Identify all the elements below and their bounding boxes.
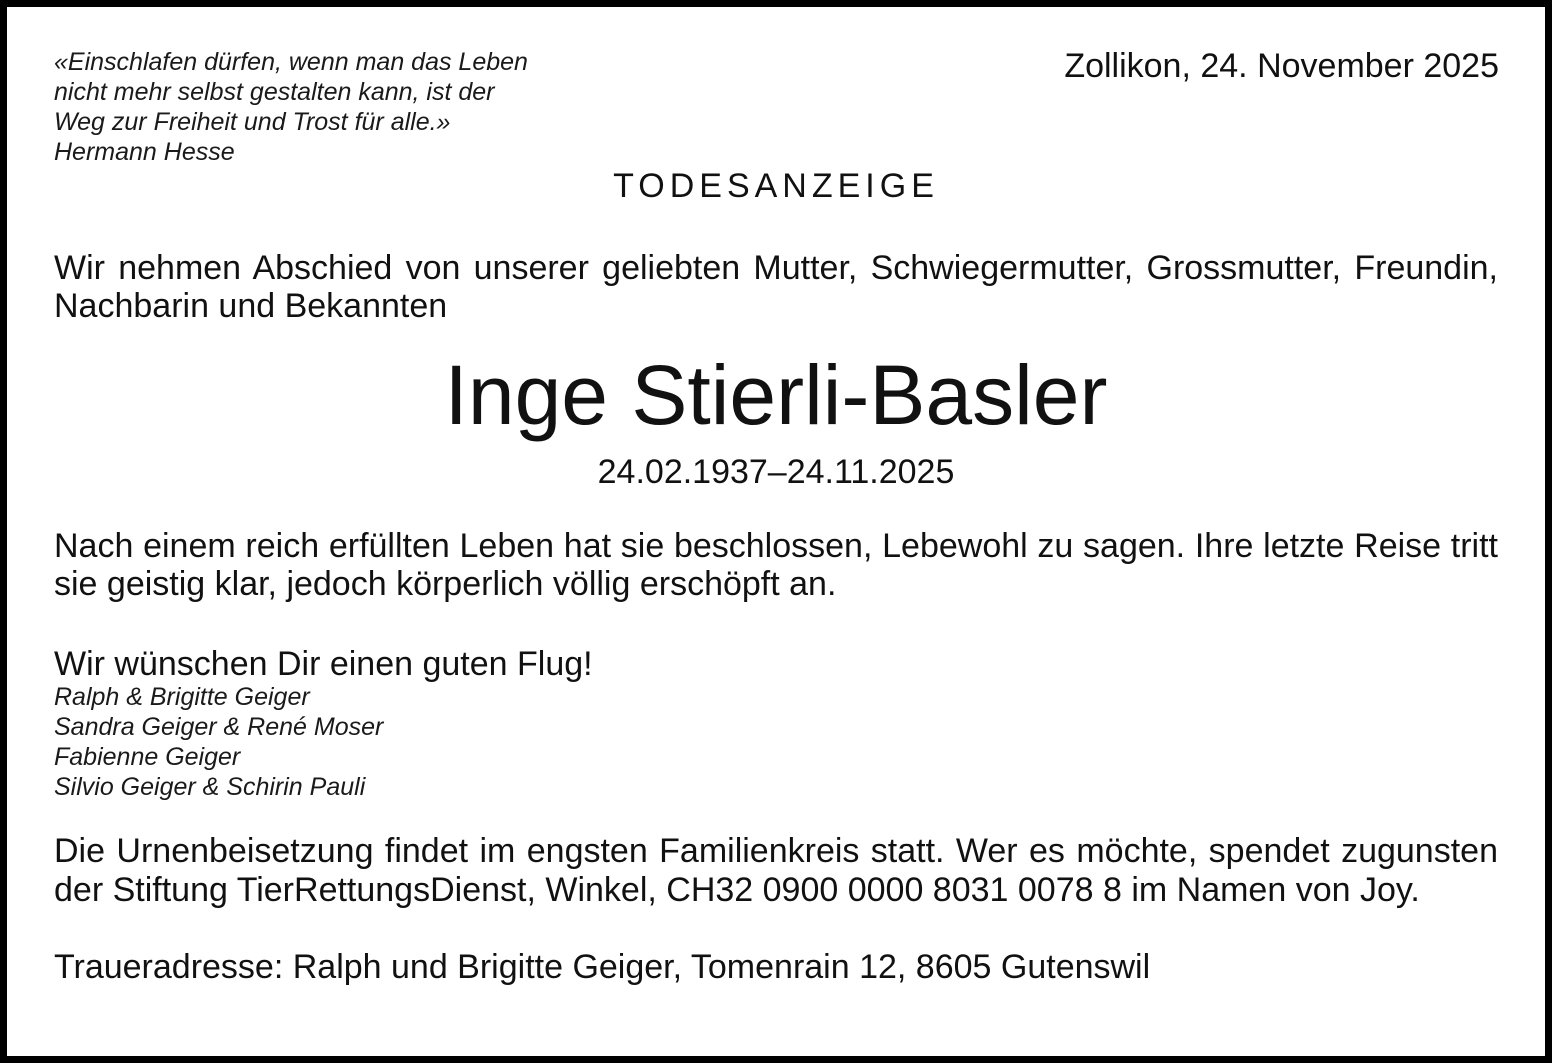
quote-line: Weg zur Freiheit und Trost für alle.» [54,108,451,136]
quote-author: Hermann Hesse [54,138,235,166]
signer-name: Ralph & Brigitte Geiger [54,683,310,711]
signer-name: Fabienne Geiger [54,743,241,771]
intro-text: Wir nehmen Abschied von unserer geliebten Mutter, Schwiegermutter, Grossmutter, Freundin, Nachbarin und Bekannten [54,249,1498,325]
mourning-address: Traueradresse: Ralph und Brigitte Geiger, Tomenrain 12, 8605 Gutenswil [54,948,1151,986]
quote-line: nicht mehr selbst gestalten kann, ist der [54,78,495,106]
funeral-info: Die Urnenbeisetzung findet im engsten Familienkreis statt. Wer es möchte, spendet zugunsten der Stiftung TierRettungsDienst, Winkel, CH32 0900 0000 8031 0078 8 im Namen von Joy. [54,832,1498,909]
farewell-text: Nach einem reich erfüllten Leben hat sie beschlossen, Lebewohl zu sagen. Ihre letzte Reise tritt sie geistig klar, jedoch körperlich völlig erschöpft an. [54,527,1498,603]
place-and-date: Zollikon, 24. November 2025 [1064,47,1499,85]
notice-heading: TODESANZEIGE [613,167,939,205]
hesse-quote [54,47,594,167]
signers-list [54,682,383,802]
life-dates: 24.02.1937–24.11.2025 [597,453,955,491]
wish-line: Wir wünschen Dir einen guten Flug! [54,645,593,683]
deceased-name: Inge Stierli-Basler [444,348,1108,442]
quote-line: «Einschlafen dürfen, wenn man das Leben [54,48,528,76]
signer-name: Silvio Geiger & Schirin Pauli [54,773,366,801]
signer-name: Sandra Geiger & René Moser [54,713,384,741]
